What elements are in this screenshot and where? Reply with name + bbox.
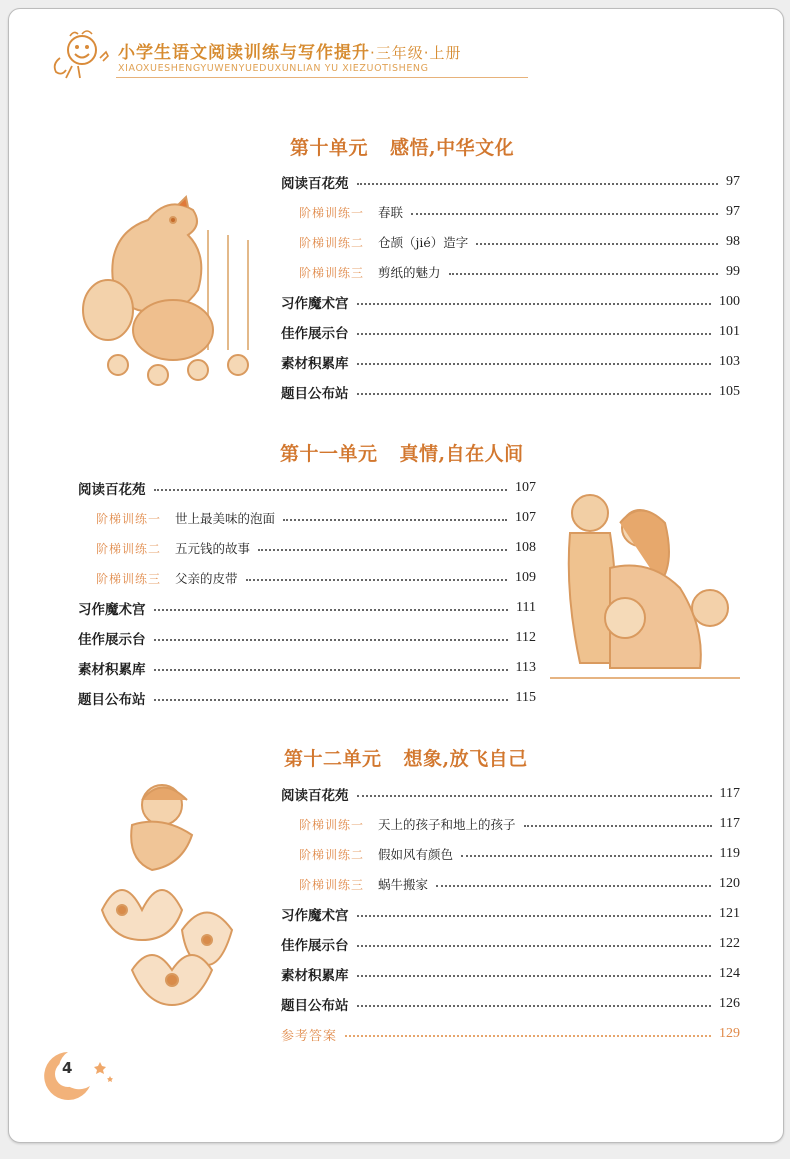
toc-row[interactable] — [281, 962, 740, 986]
toc-sub-label: 阶梯训练二 — [299, 235, 365, 250]
toc-page-number: 120 — [719, 876, 740, 891]
toc-entry-title: 阅读百花苑 — [78, 482, 146, 498]
toc-sub-label: 阶梯训练三 — [96, 571, 162, 586]
dot-leader — [246, 579, 507, 581]
unit-12-number: 第十二单元 — [284, 748, 382, 770]
toc-row[interactable] — [299, 812, 740, 836]
toc-row[interactable] — [78, 626, 536, 650]
toc-entry-title: 父亲的皮带 — [175, 571, 238, 586]
toc-sub-label: 阶梯训练一 — [299, 205, 365, 220]
toc-page-number: 101 — [719, 324, 740, 339]
dot-leader — [436, 885, 711, 887]
toc-row[interactable] — [281, 992, 740, 1016]
toc-row[interactable] — [78, 476, 536, 500]
dot-leader — [357, 915, 712, 917]
toc-entry-title: 习作魔术宫 — [281, 908, 349, 924]
family-illustration — [540, 488, 745, 693]
dot-leader — [154, 669, 508, 671]
toc-row[interactable] — [299, 200, 740, 224]
toc-page-number: 98 — [726, 234, 740, 249]
unit-12-name: 想象,放飞自己 — [403, 748, 528, 770]
unit-11-number: 第十一单元 — [280, 443, 378, 465]
toc-row[interactable] — [281, 350, 740, 374]
toc-entry-title: 假如风有颜色 — [378, 847, 454, 862]
toc-entry-title: 春联 — [378, 205, 404, 220]
toc-page-number: 108 — [515, 540, 536, 555]
toc-page-number: 115 — [515, 690, 536, 705]
rooster-chicks-illustration — [78, 190, 268, 395]
toc-row[interactable] — [299, 872, 740, 896]
toc-entry-title: 题目公布站 — [281, 386, 349, 402]
unit-11-name: 真情,自在人间 — [399, 443, 524, 465]
smiley-logo-icon — [42, 28, 114, 84]
toc-row[interactable] — [281, 290, 740, 314]
toc-row[interactable] — [281, 320, 740, 344]
dot-leader — [357, 303, 712, 305]
dot-leader — [154, 639, 508, 641]
dot-leader — [357, 363, 712, 365]
dot-leader — [524, 825, 712, 827]
toc-entry-title: 天上的孩子和地上的孩子 — [378, 817, 516, 832]
toc-entry-title: 佳作展示台 — [78, 632, 146, 648]
toc-entry-title: 佳作展示台 — [281, 938, 349, 954]
dot-leader — [476, 243, 718, 245]
dot-leader — [411, 213, 718, 215]
toc-page-number: 117 — [719, 816, 740, 831]
toc-entry-title: 参考答案 — [281, 1028, 338, 1044]
toc-entry-title: 佳作展示台 — [281, 326, 349, 342]
toc-page-number: 107 — [515, 480, 536, 495]
dot-leader — [357, 333, 712, 335]
toc-entry-title: 世上最美味的泡面 — [175, 511, 276, 526]
toc-sub-label: 阶梯训练二 — [299, 847, 365, 862]
toc-entry-title: 仓颉（jié）造字 — [378, 235, 469, 250]
toc-page-number: 117 — [719, 786, 740, 801]
toc-page-number: 105 — [719, 384, 740, 399]
toc-entry-title: 剪纸的魅力 — [378, 265, 441, 280]
toc-row[interactable] — [281, 1022, 740, 1046]
toc-row[interactable] — [299, 842, 740, 866]
toc-entry-title: 五元钱的故事 — [175, 541, 251, 556]
toc-page-number: 109 — [515, 570, 536, 585]
dot-leader — [357, 975, 712, 977]
toc-sub-label: 阶梯训练二 — [96, 541, 162, 556]
toc-entry-title: 素材积累库 — [281, 968, 349, 984]
toc-row[interactable] — [78, 656, 536, 680]
toc-row[interactable] — [281, 932, 740, 956]
toc-page-number: 124 — [719, 966, 740, 981]
toc-entry-title: 习作魔术宫 — [78, 602, 146, 618]
toc-page-number: 129 — [719, 1026, 740, 1041]
dot-leader — [357, 1005, 712, 1007]
dot-leader — [154, 609, 509, 611]
toc-page-number: 121 — [719, 906, 740, 921]
header-title-main: 小学生语文阅读训练与写作提升 — [118, 43, 370, 63]
toc-sub-label: 阶梯训练一 — [299, 817, 365, 832]
dot-leader — [283, 519, 507, 521]
toc-page-number: 97 — [726, 204, 740, 219]
toc-row[interactable] — [78, 596, 536, 620]
dot-leader — [154, 699, 508, 701]
toc-row[interactable] — [299, 230, 740, 254]
toc-row[interactable] — [281, 782, 740, 806]
dot-leader — [357, 795, 712, 797]
toc-page-number: 111 — [516, 600, 536, 615]
toc-entry-title: 题目公布站 — [281, 998, 349, 1014]
header-pinyin: XIAOXUESHENGYUWENYUEDUXUNLIAN YU XIEZUOTISHENG — [118, 63, 429, 74]
dot-leader — [345, 1035, 711, 1037]
toc-row[interactable] — [299, 260, 740, 284]
dot-leader — [357, 945, 712, 947]
toc-entry-title: 习作魔术宫 — [281, 296, 349, 312]
dot-leader — [154, 489, 508, 491]
unit-10-title — [290, 133, 514, 160]
unit-12-title — [284, 744, 528, 771]
toc-entry-title: 素材积累库 — [281, 356, 349, 372]
toc-page-number: 100 — [719, 294, 740, 309]
toc-entry-title: 阅读百花苑 — [281, 176, 349, 192]
toc-page-number: 113 — [515, 660, 536, 675]
header-title: 小学生语文阅读训练与写作提升·三年级·上册 — [118, 43, 462, 63]
toc-row[interactable] — [96, 566, 536, 590]
toc-page-number: 112 — [515, 630, 536, 645]
toc-row[interactable] — [96, 506, 536, 530]
toc-page-number: 126 — [719, 996, 740, 1011]
toc-row[interactable] — [281, 170, 740, 194]
toc-row[interactable] — [78, 686, 536, 710]
toc-page-number: 103 — [719, 354, 740, 369]
unit-10-name: 感悟,中华文化 — [390, 137, 515, 159]
toc-page-number: 122 — [719, 936, 740, 951]
toc-sub-label: 阶梯训练三 — [299, 877, 365, 892]
dot-leader — [357, 183, 719, 185]
dot-leader — [449, 273, 718, 275]
toc-page-number: 107 — [515, 510, 536, 525]
dot-leader — [461, 855, 711, 857]
header-title-sub: 三年级·上册 — [375, 44, 462, 62]
toc-sub-label: 阶梯训练一 — [96, 511, 162, 526]
header-rule — [116, 77, 528, 78]
unit-11-title — [280, 439, 524, 466]
moon-star-icon — [40, 1048, 120, 1102]
toc-row[interactable] — [281, 902, 740, 926]
toc-row[interactable] — [96, 536, 536, 560]
dot-leader — [258, 549, 507, 551]
toc-sub-label: 阶梯训练三 — [299, 265, 365, 280]
toc-page-number: 119 — [719, 846, 740, 861]
toc-entry-title: 阅读百花苑 — [281, 788, 349, 804]
toc-entry-title: 素材积累库 — [78, 662, 146, 678]
toc-row[interactable] — [281, 380, 740, 404]
unit-10-number: 第十单元 — [290, 137, 369, 159]
child-flowers-illustration — [72, 780, 272, 1020]
page-number: 4 — [62, 1059, 73, 1077]
toc-entry-title: 题目公布站 — [78, 692, 146, 708]
toc-page-number: 97 — [726, 174, 740, 189]
dot-leader — [357, 393, 712, 395]
toc-entry-title: 蜗牛搬家 — [378, 877, 429, 892]
toc-page-number: 99 — [726, 264, 740, 279]
